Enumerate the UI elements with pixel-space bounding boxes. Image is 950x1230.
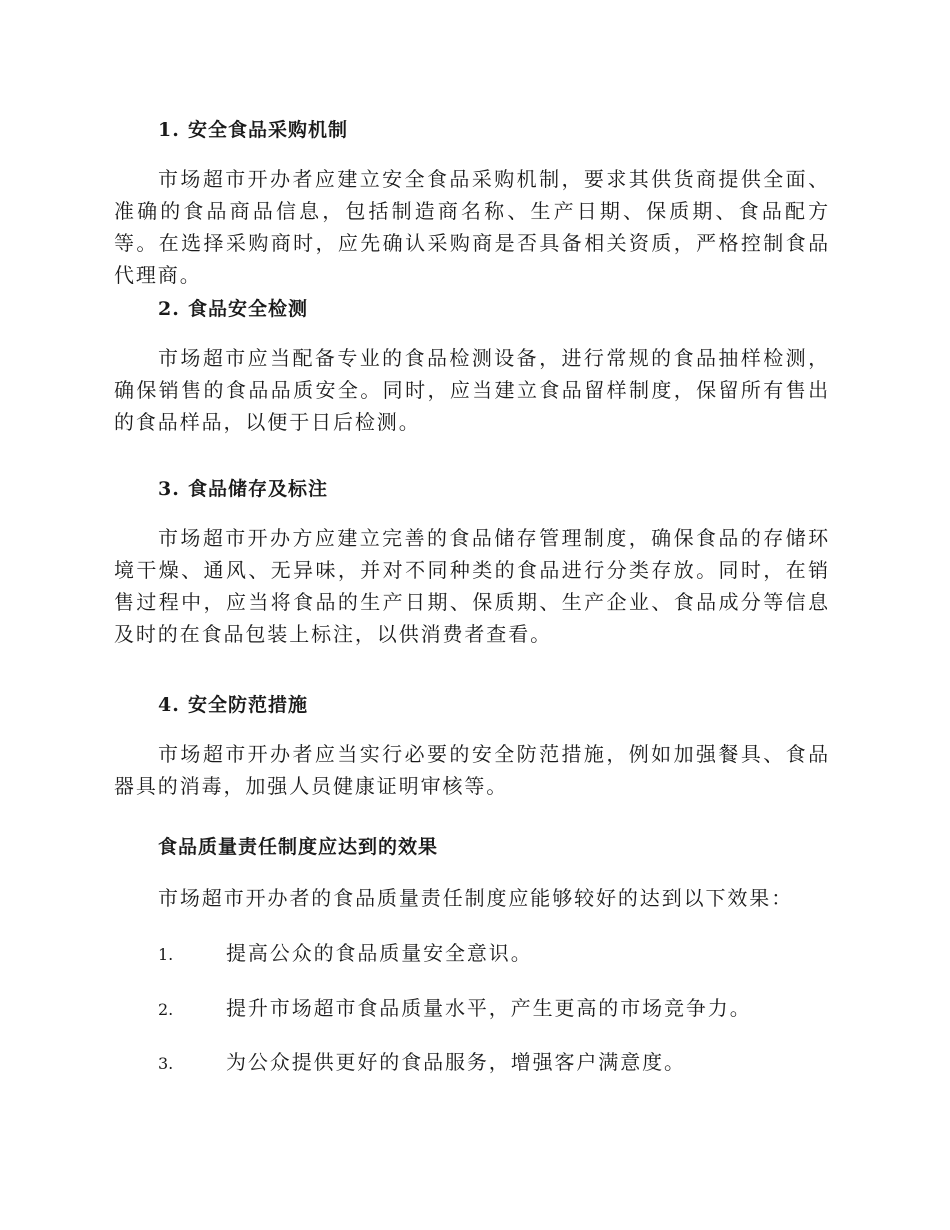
effects-item-1-text: 提高公众的食品质量安全意识。 [226,941,533,965]
effects-item-2-text: 提升市场超市食品质量水平，产生更高的市场竞争力。 [226,996,752,1020]
section-3-body: 市场超市开办方应建立完善的食品储存管理制度，确保食品的存储环境干燥、通风、无异味，并对不同种类的食品进行分类存放。同时，在销售过程中，应当将食品的生产日期、保质期、生产企业、食品成分等信息及时的在食品包装上标注，以供消费者查看。 [114,526,830,646]
section-2-number: 2. [158,298,180,320]
section-4-heading [158,690,308,717]
section-2-title: 食品安全检测 [188,298,309,320]
effects-item-3-number: 3. [158,1054,174,1073]
section-1-heading [158,115,348,142]
effects-list-item [158,992,752,1021]
section-1-number: 1. [158,119,180,141]
section-2-body: 市场超市应当配备专业的食品检测设备，进行常规的食品抽样检测，确保销售的食品品质安全。同时，应当建立食品留样制度，保留所有售出的食品样品，以便于日后检测。 [114,346,830,434]
effects-item-1-number: 1. [158,945,174,964]
section-3-heading [158,474,328,501]
section-1-title: 安全食品采购机制 [188,119,349,141]
effects-list-item [158,937,533,966]
section-2-heading [158,294,308,321]
effects-item-3-text: 为公众提供更好的食品服务，增强客户满意度。 [226,1050,686,1074]
section-3-title: 食品储存及标注 [188,478,329,500]
section-4-number: 4. [158,694,180,716]
section-4-body: 市场超市开办者应当实行必要的安全防范措施，例如加强餐具、食品器具的消毒，加强人员健康证明审核等。 [114,742,830,798]
section-4-title: 安全防范措施 [188,694,309,716]
section-1-body: 市场超市开办者应建立安全食品采购机制，要求其供货商提供全面、准确的食品商品信息，包括制造商名称、生产日期、保质期、食品配方等。在选择采购商时，应先确认采购商是否具备相关资质，严格控制食品代理商。 [114,167,830,287]
effects-list-item [158,1046,686,1075]
effects-item-2-number: 2. [158,1000,174,1019]
section-3-number: 3. [158,478,180,500]
effects-heading: 食品质量责任制度应达到的效果 [158,836,439,858]
effects-intro: 市场超市开办者的食品质量责任制度应能够较好的达到以下效果： [158,886,794,910]
